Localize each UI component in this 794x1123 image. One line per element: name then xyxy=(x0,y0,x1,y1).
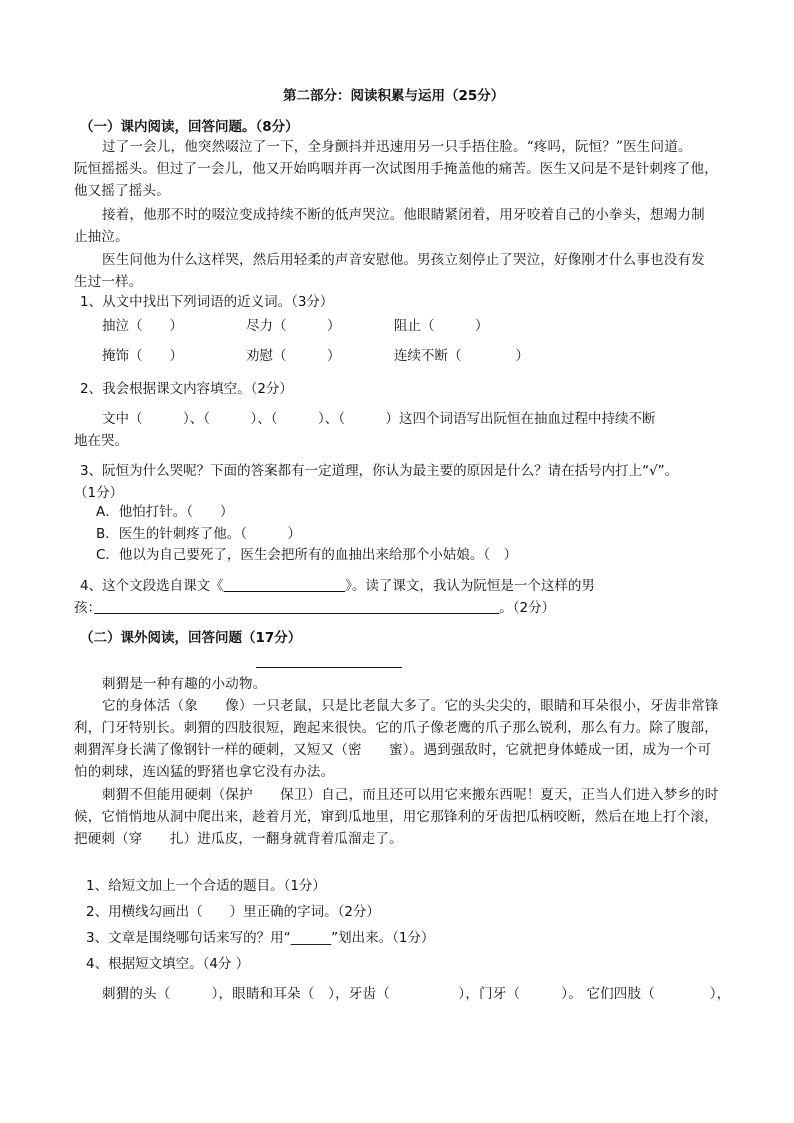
lesson-title-blank[interactable] xyxy=(224,578,346,594)
synonym-blank[interactable]: 抽泣（ ） xyxy=(102,318,183,334)
passage-line: 怕的刺球，连凶猛的野猪也拿它没有办法。 xyxy=(74,764,335,780)
passage-line: 过了一会儿，他突然啜泣了一下，全身颤抖并迅速用另一只手捂住脸。“疼吗，阮恒？”医生问道。 xyxy=(102,139,692,155)
answer-blank[interactable] xyxy=(94,600,499,616)
q4-prefix: 4、这个文段选自课文《 xyxy=(80,578,224,594)
q4-line2-prefix: 孩： xyxy=(74,600,95,616)
question-item: 1、给短文加上一个合适的题目。（1分） xyxy=(86,878,326,894)
title-answer-line[interactable] xyxy=(256,667,402,668)
passage-line: 刺猬浑身长满了像钢针一样的硬刺，又短又（密 蜜）。遇到强敌时，它就把身体蜷成一团，成为一个可 xyxy=(74,742,712,758)
synonym-blank[interactable]: 连续不断（ ） xyxy=(394,348,529,364)
section-heading-2: （二）课外阅读，回答问题（17分） xyxy=(80,630,302,646)
question-1-stem: 1、从文中找出下列词语的近义词。（3分） xyxy=(80,294,334,310)
passage-line: 利，门牙特别长。刺猬的四肢很短，跑起来很快。它的爪子像老鹰的爪子那么锐利，那么有力。除了腹部， xyxy=(74,720,718,736)
passage-line: 他又摇了摇头。 xyxy=(74,183,170,199)
question-4-line xyxy=(80,577,595,595)
question-3-stem: 3、阮恒为什么哭呢？下面的答案都有一定道理，你认为最主要的原因是什么？请在括号内打上“√”。 xyxy=(80,463,679,479)
passage-line: 刺猬是一种有趣的小动物。 xyxy=(102,676,267,692)
q4-suffix: 》。读了课文，我认为阮恒是一个这样的男 xyxy=(345,578,595,594)
question-3-score: （1分） xyxy=(74,485,124,501)
choice-option-a[interactable]: A．他怕打针。（ ） xyxy=(96,504,234,520)
fill-blank-line: 地在哭。 xyxy=(74,433,128,449)
passage-line: 候，它悄悄地从洞中爬出来，趁着月光，窜到瓜地里，用它那锋利的牙齿把瓜柄咬断，然后在地上打个滚， xyxy=(74,809,718,825)
question-item: 2、用横线勾画出（ ）里正确的字词。（2分） xyxy=(86,904,380,920)
passage-line: 接着，他那不时的啜泣变成持续不断的低声哭泣。他眼睛紧闭着，用牙咬着自己的小拳头，想竭力制 xyxy=(102,207,705,223)
page-title: 第二部分：阅读积累与运用（25分） xyxy=(283,88,505,104)
question-item: 4、根据短文填空。（4分 ） xyxy=(86,956,250,972)
choice-option-b[interactable]: B．医生的针刺疼了他。（ ） xyxy=(96,526,302,542)
passage-line: 阮恒摇摇头。但过了一会儿，他又开始呜咽并再一次试图用手掩盖他的痛苦。医生又问是不是针刺疼了他， xyxy=(74,161,718,177)
passage-line: 它的身体活（象 像）一只老鼠，只是比老鼠大多了。它的头尖尖的，眼睛和耳朵很小，牙齿非常锋 xyxy=(102,698,719,714)
synonym-blank[interactable]: 尽力（ ） xyxy=(246,318,341,334)
choice-option-c[interactable]: C．他以为自己要死了，医生会把所有的血抽出来给那个小姑娘。（ ） xyxy=(96,547,518,563)
question-2-stem: 2、我会根据课文内容填空。（2分） xyxy=(80,381,293,397)
passage-line: 刺猬不但能用硬刺（保护 保卫）自己，而且还可以用它来搬东西呢！夏天，正当人们进入梦乡的时 xyxy=(102,787,719,803)
passage-line: 生过一样。 xyxy=(74,274,143,290)
synonym-blank[interactable]: 劝慰（ ） xyxy=(246,348,341,364)
passage-line: 医生问他为什么这样哭，然后用轻柔的声音安慰他。男孩立刻停止了哭泣，好像刚才什么事也没有发 xyxy=(102,252,705,268)
fill-blank-line[interactable]: 文中（ ）、（ ）、（ ）、（ ）这四个词语写出阮恒在抽血过程中持续不断 xyxy=(102,411,656,427)
synonym-blank[interactable]: 掩饰（ ） xyxy=(102,348,183,364)
fill-blank-line[interactable]: 刺猬的头（ ），眼睛和耳朵（ ），牙齿（ ），门牙（ ）。 它们四肢（ ）， xyxy=(102,986,731,1002)
q4-line2-suffix: 。（2分） xyxy=(499,600,556,616)
section-heading-1: （一）课内阅读，回答问题。（8分） xyxy=(80,119,299,135)
synonym-blank[interactable]: 阻止（ ） xyxy=(394,318,489,334)
question-item: 3、文章是围绕哪句话来写的？用“______”划出来。（1分） xyxy=(86,930,435,946)
passage-line: 把硬刺（穿 扎）进瓜皮，一翻身就背着瓜溜走了。 xyxy=(74,831,403,847)
question-4-answer-line xyxy=(74,599,555,617)
passage-line: 止抽泣。 xyxy=(74,229,129,245)
